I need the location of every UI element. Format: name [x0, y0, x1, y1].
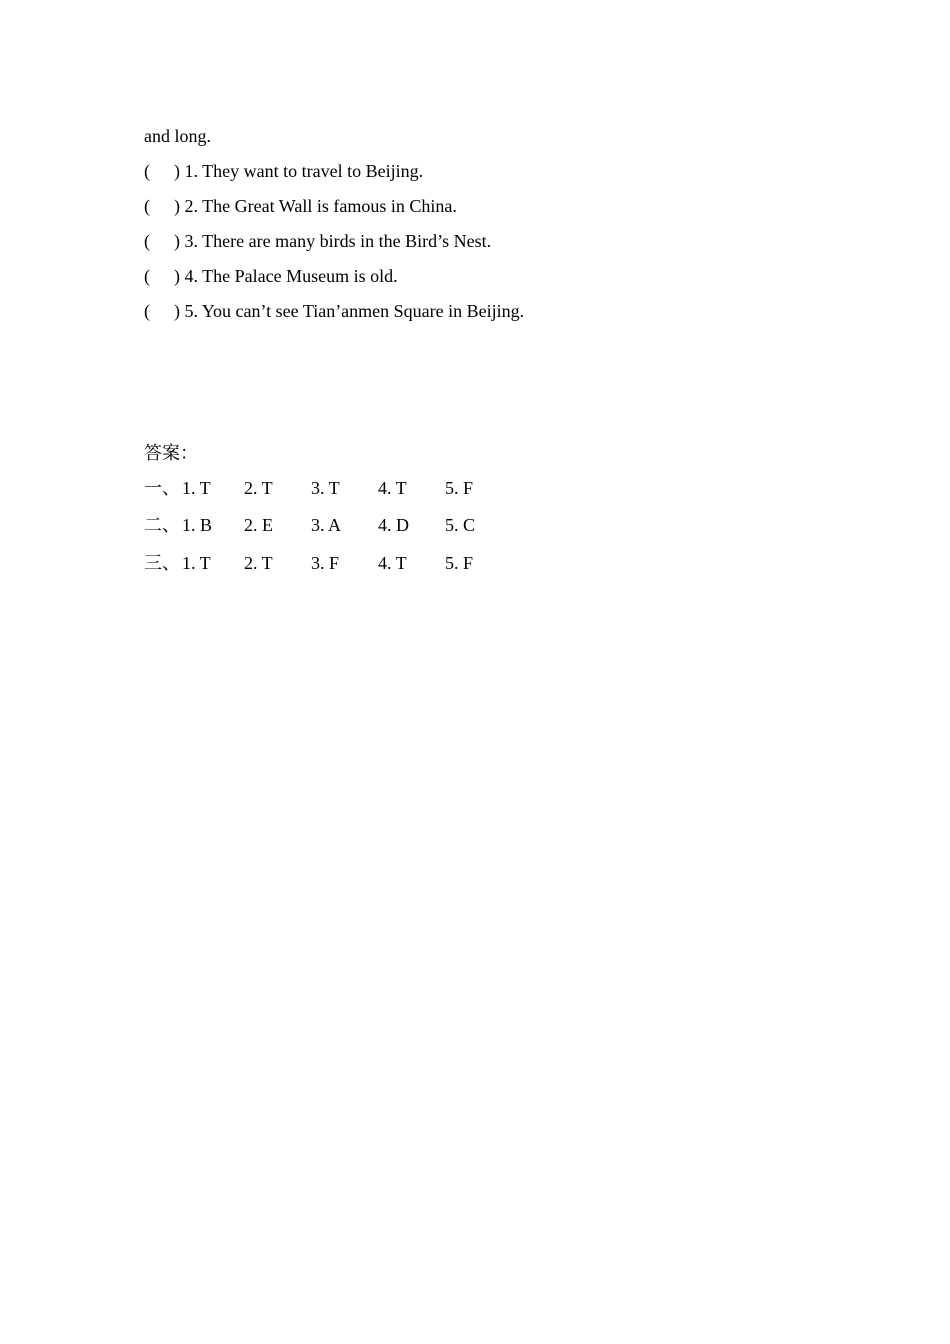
question-text: 1. They want to travel to Beijing. — [184, 161, 424, 181]
answer-blank-close: ) — [174, 266, 180, 286]
answer-blank-close: ) — [174, 196, 180, 216]
question-3 — [144, 230, 491, 252]
question-text: 2. The Great Wall is famous in China. — [184, 196, 457, 216]
answer-item: 4. T — [378, 478, 407, 498]
question-text: 3. There are many birds in the Bird’s Nest. — [184, 231, 492, 251]
answer-item: 3. T — [311, 478, 340, 498]
question-1 — [144, 160, 423, 182]
answer-item: 2. T — [244, 553, 273, 573]
answer-item: 4. D — [378, 515, 409, 535]
answer-item: 4. T — [378, 553, 407, 573]
answer-item: 1. T — [182, 478, 211, 498]
answers-heading: 答案： — [144, 443, 198, 463]
answer-blank-open: ( — [144, 161, 150, 181]
answer-section-prefix: 三、 — [144, 553, 180, 573]
answer-blank-close: ) — [174, 301, 180, 321]
answer-item: 3. A — [311, 515, 342, 535]
answer-blank-open: ( — [144, 301, 150, 321]
question-5 — [144, 300, 524, 322]
answer-item: 1. T — [182, 553, 211, 573]
answer-item: 5. F — [445, 553, 474, 573]
answer-blank-close: ) — [174, 231, 180, 251]
answer-section-prefix: 一、 — [144, 478, 180, 498]
question-text: 5. You can’t see Tian’anmen Square in Beijing. — [184, 301, 525, 321]
answer-item: 3. F — [311, 553, 340, 573]
answer-item: 2. T — [244, 478, 273, 498]
answer-blank-close: ) — [174, 161, 180, 181]
answer-blank-open: ( — [144, 196, 150, 216]
question-2 — [144, 195, 457, 217]
answer-item: 5. C — [445, 515, 476, 535]
answer-blank-open: ( — [144, 231, 150, 251]
question-text: 4. The Palace Museum is old. — [184, 266, 398, 286]
question-4 — [144, 265, 398, 287]
answer-item: 1. B — [182, 515, 213, 535]
answer-item: 2. E — [244, 515, 273, 535]
answer-item: 5. F — [445, 478, 474, 498]
answer-blank-open: ( — [144, 266, 150, 286]
intro-tail-text: and long. — [144, 126, 211, 146]
answer-section-prefix: 二、 — [144, 515, 180, 535]
